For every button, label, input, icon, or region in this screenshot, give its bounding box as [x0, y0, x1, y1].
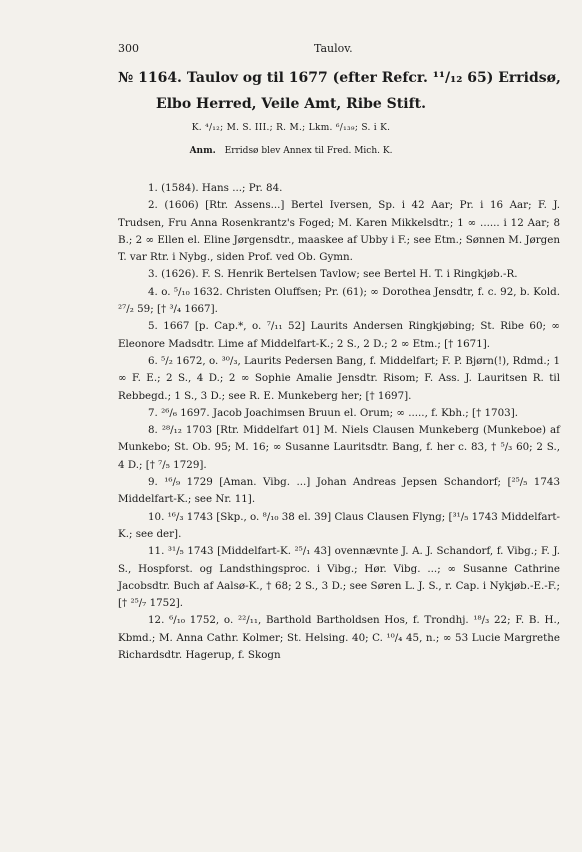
page-header — [118, 42, 522, 58]
list-item: 4. o. ⁵/₁₀ 1632. Christen Oluffsen; Pr. (61); ∞ Dorothea Jensdtr, f. c. 92, b. Kold. ²⁷/₂ 59; [† ³/₄ 1667]. — [118, 285, 560, 316]
list-item: 9. ¹⁶/₉ 1729 [Aman. Vibg. ...] Johan Andreas Jepsen Schandorf; [²⁵/₅ 1743 Middelfart-K.; see Nr. 11]. — [118, 476, 560, 506]
list-item: 2. (1606) [Rtr. Assens...] Bertel Iversen, Sp. i 42 Aar; Pr. i 16 Aar; F. J. Trudsen, Fru Anna Rosenkrantz's Foged; M. Karen Mikkelsdtr.; 1 ∞ ...... i 12 Aar; 8 B.; 2 ∞ Ellen el. Eline Jørgensdtr., maaskee af Ubby i F.; see Etm.; Sønnen M. Jørgen T. var Rtr. i Nybg., siden Prof. ved Ob. Gymn. — [118, 199, 560, 264]
list-item: 6. ⁵/₂ 1672, o. ³⁰/₃, Laurits Pedersen Bang, f. Middelfart; F. P. Bjørn(!), Rdmd.; 1 ∞ F. E.; 2 S., 4 D.; 2 ∞ Sophie Amalie Jensdtr. Risom; F. Ass. J. Lauritsen R. til Rebbegd.; 1 S., 3 D.; see R. E. Munkeberg her; [† 1697]. — [118, 354, 560, 402]
entry-title — [118, 70, 578, 86]
entry-subtitle: Elbo Herred, Veile Amt, Ribe Stift. — [156, 96, 426, 112]
note-text: Erridsø blev Annex til Fred. Mich. K. — [224, 146, 393, 156]
list-item: 3. (1626). F. S. Henrik Bertelsen Tavlow; see Bertel H. T. i Ringkjøb.-R. — [148, 268, 518, 281]
note-label: Anm. — [189, 146, 216, 156]
list-item: 10. ¹⁶/₃ 1743 [Skp., o. ⁸/₁₀ 38 el. 39] Claus Clausen Flyng; [³¹/₅ 1743 Middelfart-K.; see der]. — [118, 510, 560, 540]
list-item: 8. ²⁸/₁₂ 1703 [Rtr. Middelfart 01] M. Niels Clausen Munkeberg (Munkeboe) af Munkebo; St. Ob. 95; M. 16; ∞ Susanne Lauritsdtr. Bang, f. her c. 83, † ⁵/₃ 60; 2 S., 4 D.; [† ⁷/₅ 1729]. — [118, 424, 560, 471]
list-item: 5. 1667 [p. Cap.*, o. ⁷/₁₁ 52] Laurits Andersen Ringkjøbing; St. Ribe 60; ∞ Eleonore Madsdtr. Lime af Middelfart-K.; 2 S., 2 D.; 2 ∞ Etm.; [† 1671]. — [118, 320, 560, 350]
list-item: 12. ⁶/₁₀ 1752, o. ²²/₁₁, Barthold Bartholdsen Hos, f. Trondhj. ¹⁸/₃ 22; F. B. H., Kbmd.; M. Anna Cathr. Kolmer; St. Helsing. 40; C. ¹⁰/₄ 45, n.; ∞ 53 Lucie Margrethe Richardsdtr. Hagerup, f. Skogn — [118, 614, 560, 662]
page-number: 300 — [118, 42, 139, 55]
entry-number: № 1164. — [118, 70, 182, 86]
source-references: K. ⁴/₁₂; M. S. III.; R. M.; Lkm. ⁶/₁₃₉; S. i K. — [191, 123, 391, 133]
entry-list — [118, 180, 560, 664]
list-item: 1. (1584). Hans ...; Pr. 84. — [148, 182, 283, 194]
running-title: Taulov. — [314, 42, 353, 55]
list-item: 11. ³¹/₅ 1743 [Middelfart-K. ²⁵/₁ 43] ovennævnte J. A. J. Schandorf, f. Vibg.; F. J. S., Hospforst. og Landsthingsproc. i Vibg.; Hør. Vibg. ...; ∞ Susanne Cathrine Jacobsdtr. Buch af Aalsø-K., † 68; 2 S., 3 D.; see Søren L. J. S., r. Cap. i Nykjøb.-E.-F.; [† ²⁵/₇ 1752]. — [118, 545, 560, 610]
entry-title-text: Taulov og til 1677 (efter Refcr. ¹¹/₁₂ 65) Erridsø, — [186, 70, 561, 86]
list-item: 7. ²⁶/₆ 1697. Jacob Joachimsen Bruun el. Orum; ∞ ....., f. Kbh.; [† 1703]. — [148, 406, 518, 419]
annotation-note — [0, 146, 582, 156]
